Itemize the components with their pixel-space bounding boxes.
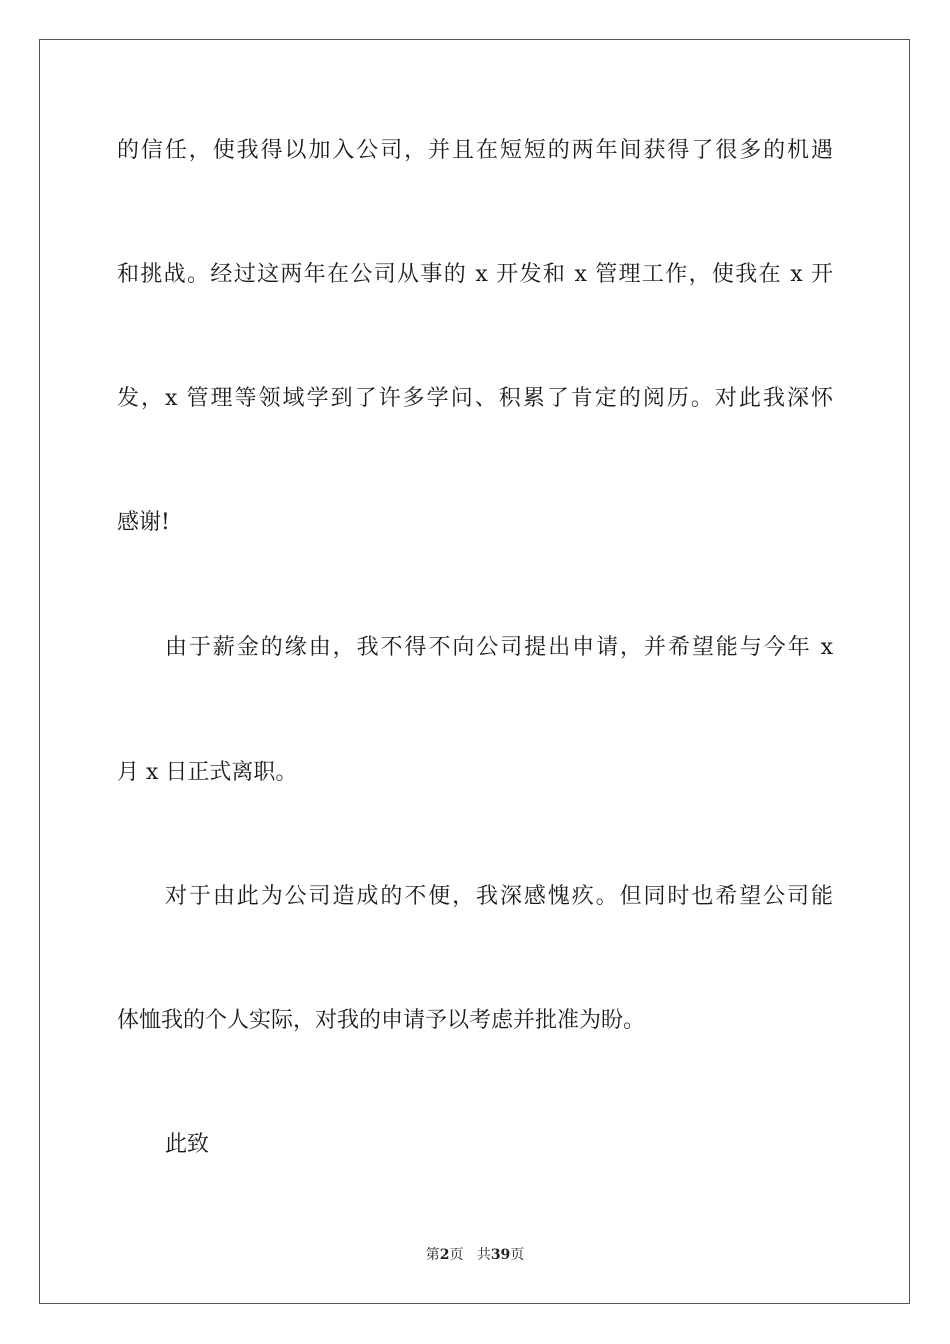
closing-salutation: 此致 xyxy=(165,1132,210,1157)
footer-total-prefix: 共 xyxy=(476,1247,491,1263)
page-border xyxy=(39,39,910,1304)
footer-total-pages: 39 xyxy=(490,1247,511,1263)
footer-page-number: 2 xyxy=(439,1247,450,1263)
footer-page-suffix: 页 xyxy=(449,1247,464,1263)
body-line-1: 的信任，使我得以加入公司，并且在短短的两年间获得了很多的机遇 xyxy=(117,138,833,163)
page-footer xyxy=(0,1245,950,1265)
body-line-4: 感谢! xyxy=(117,510,170,535)
body-line-3: 发，x 管理等领域学到了许多学问、积累了肯定的阅历。对此我深怀 xyxy=(117,386,833,411)
footer-total-suffix: 页 xyxy=(510,1247,525,1263)
body-line-2: 和挑战。经过这两年在公司从事的 x 开发和 x 管理工作，使我在 x 开 xyxy=(117,262,833,287)
body-line-8: 体恤我的个人实际，对我的申请予以考虑并批准为盼。 xyxy=(117,1008,646,1033)
body-line-6: 月 x 日正式离职。 xyxy=(117,760,298,785)
body-line-5: 由于薪金的缘由，我不得不向公司提出申请，并希望能与今年 x xyxy=(165,635,833,660)
footer-page-prefix: 第 xyxy=(425,1247,440,1263)
body-line-7: 对于由此为公司造成的不便，我深感愧疚。但同时也希望公司能 xyxy=(165,884,833,909)
